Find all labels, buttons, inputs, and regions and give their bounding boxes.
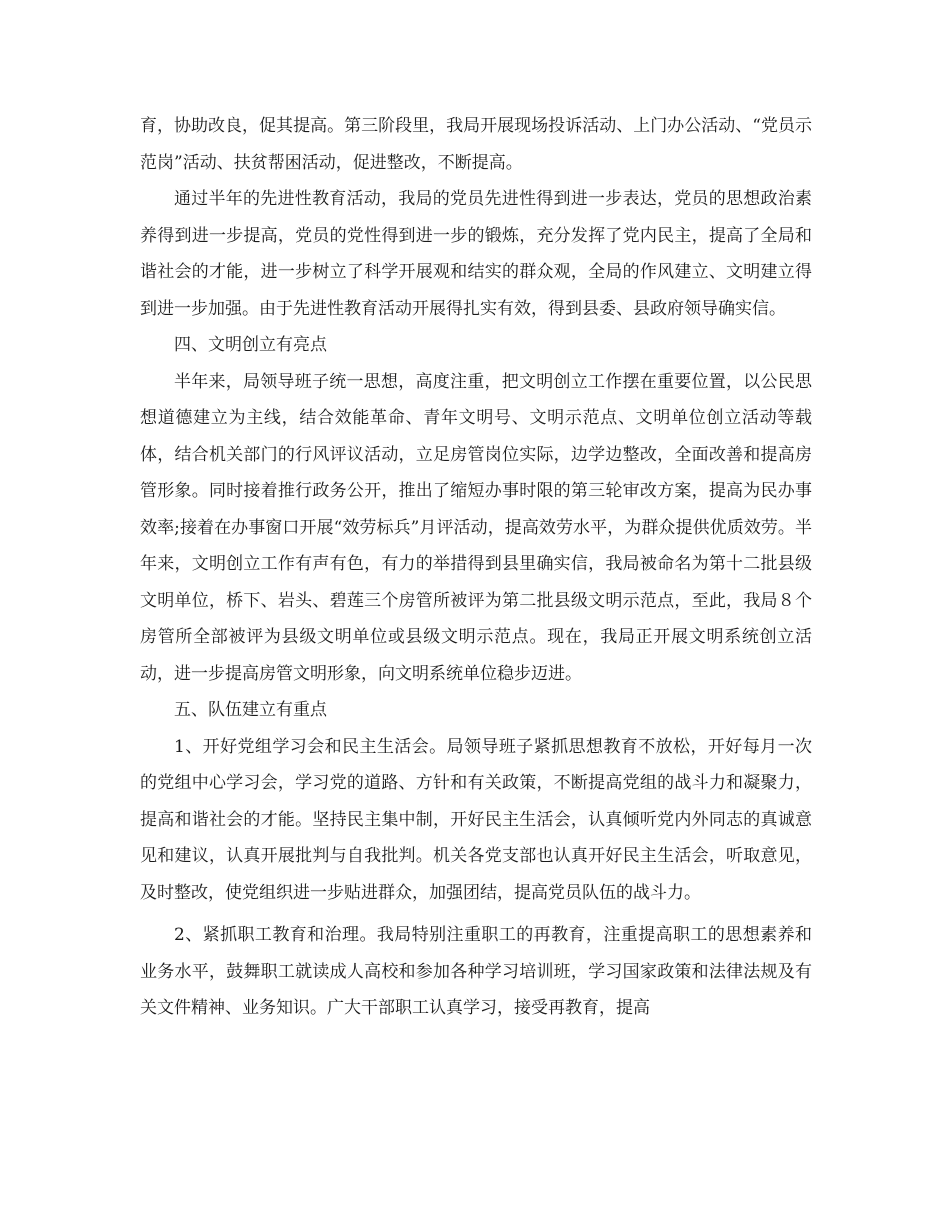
section-heading-team: 五、队伍建立有重点 [174,700,327,720]
paragraph-continued: 育，协助改良，促其提高。第三阶段里，我局开展现场投诉活动、上门办公活动、“党员示范岗”活动、扶贫帮困活动，促进整改，不断提高。 [140,116,812,173]
paragraph-education-results: 通过半年的先进性教育活动，我局的党员先进性得到进一步表达，党员的思想政治素养得到进一步提高，党员的党性得到进一步的锻炼，充分发挥了党内民主，提高了全局和谐社会的才能，进一步树立了科学开展观和结实的群众观，全局的作风建立、文明建立得到进一步加强。由于先进性教育活动开展得扎实有效，得到县委、县政府领导确实信。 [140,189,812,319]
document-body [140,108,812,1027]
paragraph-civilization: 半年来，局领导班子统一思想，高度注重，把文明创立工作摆在重要位置，以公民思想道德建立为主线，结合效能革命、青年文明号、文明示范点、文明单位创立活动等载体，结合机关部门的行风评议活动，立足房管岗位实际，边学边整改，全面改善和提高房管形象。同时接着推行政务公开，推出了缩短办事时限的第三轮审改方案，提高为民办事效率;接着在办事窗口开展“效劳标兵”月评活动，提高效劳水平，为群众提供优质效劳。半年来，文明创立工作有声有色，有力的举措得到县里确实信，我局被命名为第十二批县级文明单位，桥下、岩头、碧莲三个房管所被评为第二批县级文明示范点，至此，我局８个房管所全部被评为县级文明单位或县级文明示范点。现在，我局正开展文明系统创立活动，进一步提高房管文明形象，向文明系统单位稳步迈进。 [140,371,812,684]
paragraph-party-meetings: 1、开好党组学习会和民主生活会。局领导班子紧抓思想教育不放松，开好每月一次的党组中心学习会，学习党的道路、方针和有关政策，不断提高党组的战斗力和凝聚力，提高和谐社会的才能。坚持民主集中制，开好民主生活会，认真倾听党内外同志的真诚意见和建议，认真开展批判与自我批判。机关各党支部也认真开好民主生活会，听取意见，及时整改，使党组织进一步贴进群众，加强团结，提高党员队伍的战斗力。 [140,736,812,903]
section-heading-civilization: 四、文明创立有亮点 [174,335,327,355]
paragraph-staff-education: 2、紧抓职工教育和治理。我局特别注重职工的再教育，注重提高职工的思想素养和业务水平，鼓舞职工就读成人高校和参加各种学习培训班，学习国家政策和法律法规及有关文件精神、业务知识。广大干部职工认真学习，接受再教育，提高 [140,925,812,1018]
